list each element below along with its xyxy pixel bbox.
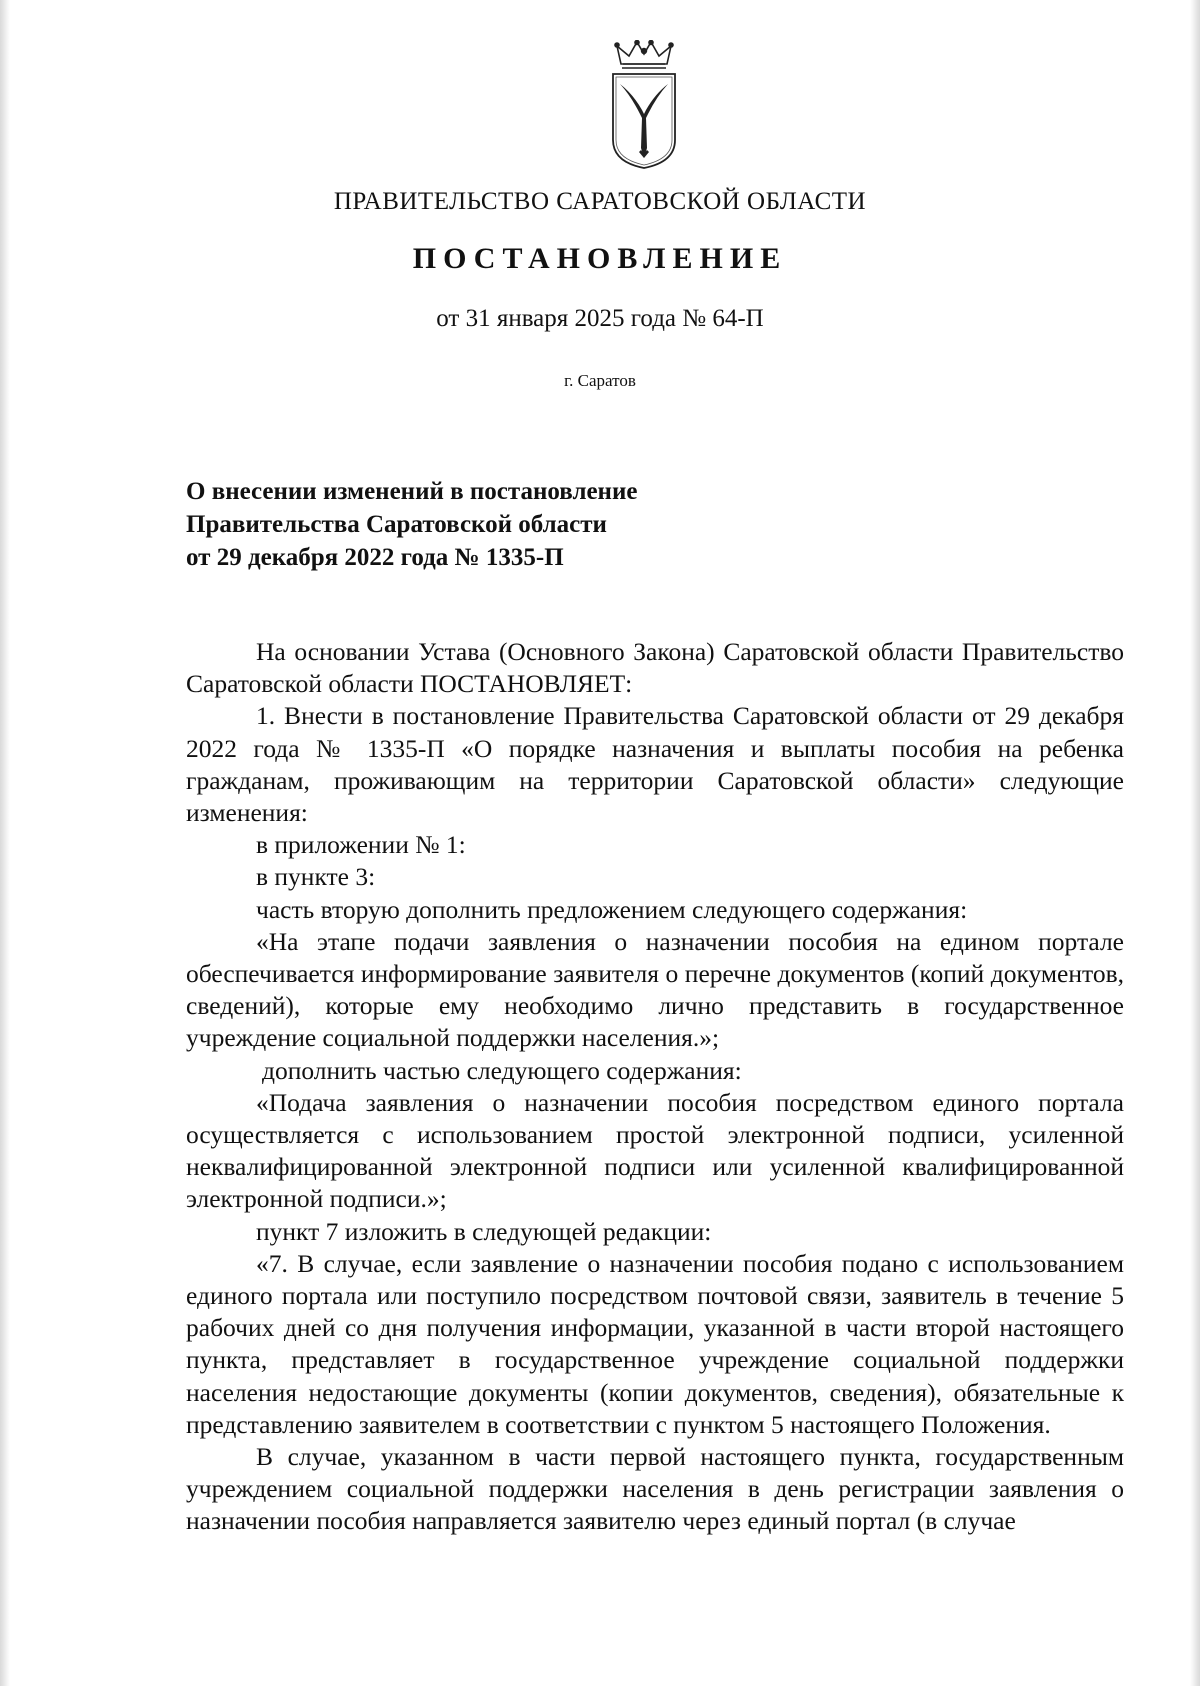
subject-line: О внесении изменений в постановление	[186, 478, 638, 505]
document-type: ПОСТАНОВЛЕНИЕ	[412, 242, 788, 275]
government-name: ПРАВИТЕЛЬСТВО САРАТОВСКОЙ ОБЛАСТИ	[333, 188, 867, 215]
body-paragraph: «7. В случае, если заявление о назначении пособия подано с использованием единого портала или поступило посредством почтовой связи, заявитель в течение 5 рабочих дней со дня получения информации, указанной в части второй настоящего пункта, представляет в государственное учреждение социальной поддержки населения недостающие документы (копии документов, сведения), обязательные к представлению заявителем в соответствии с пунктом 5 настоящего Положения.	[186, 1248, 1124, 1439]
document-subject	[186, 475, 637, 574]
document-date-number: от 31 января 2025 года № 64-П	[436, 305, 764, 332]
subject-line: от 29 декабря 2022 года № 1335-П	[186, 544, 564, 571]
body-paragraph: пункт 7 изложить в следующей редакции:	[256, 1216, 712, 1246]
body-paragraph: часть вторую дополнить предложением следующего содержания:	[256, 894, 968, 924]
document-body	[186, 636, 1124, 1538]
document-city: г. Саратов	[564, 371, 636, 390]
body-paragraph: в приложении № 1:	[256, 830, 466, 860]
coat-of-arms-icon	[607, 40, 681, 170]
body-paragraph: дополнить частью следующего содержания:	[262, 1055, 742, 1085]
body-paragraph: «На этапе подачи заявления о назначении пособия на едином портале обеспечивается информирование заявителя о перечне документов (копий документов, сведений), которые ему необходимо лично представить в государственное учреждение социальной поддержки населения.»;	[186, 926, 1124, 1053]
subject-line: Правительства Саратовской области	[186, 511, 607, 538]
body-paragraph: 1. Внести в постановление Правительства Саратовской области от 29 декабря 2022 года № 1335-П «О порядке назначения и выплаты пособия на ребенка гражданам, проживающим на территории Саратовской области» следующие изменения:	[186, 701, 1124, 828]
body-paragraph: «Подача заявления о назначении пособия посредством единого портала осуществляется с использованием простой электронной подписи, усиленной неквалифицированной электронной подписи или усиленной квалифицированной электронной подписи.»;	[186, 1087, 1124, 1214]
body-paragraph: На основании Устава (Основного Закона) Саратовской области Правительство Саратовской области ПОСТАНОВЛЯЕТ:	[186, 637, 1124, 699]
body-paragraph: в пункте 3:	[256, 862, 376, 892]
body-paragraph: В случае, указанном в части первой настоящего пункта, государственным учреждением социальной поддержки населения в день регистрации заявления о назначении пособия направляется заявителю через единый портал (в случае	[186, 1442, 1124, 1536]
